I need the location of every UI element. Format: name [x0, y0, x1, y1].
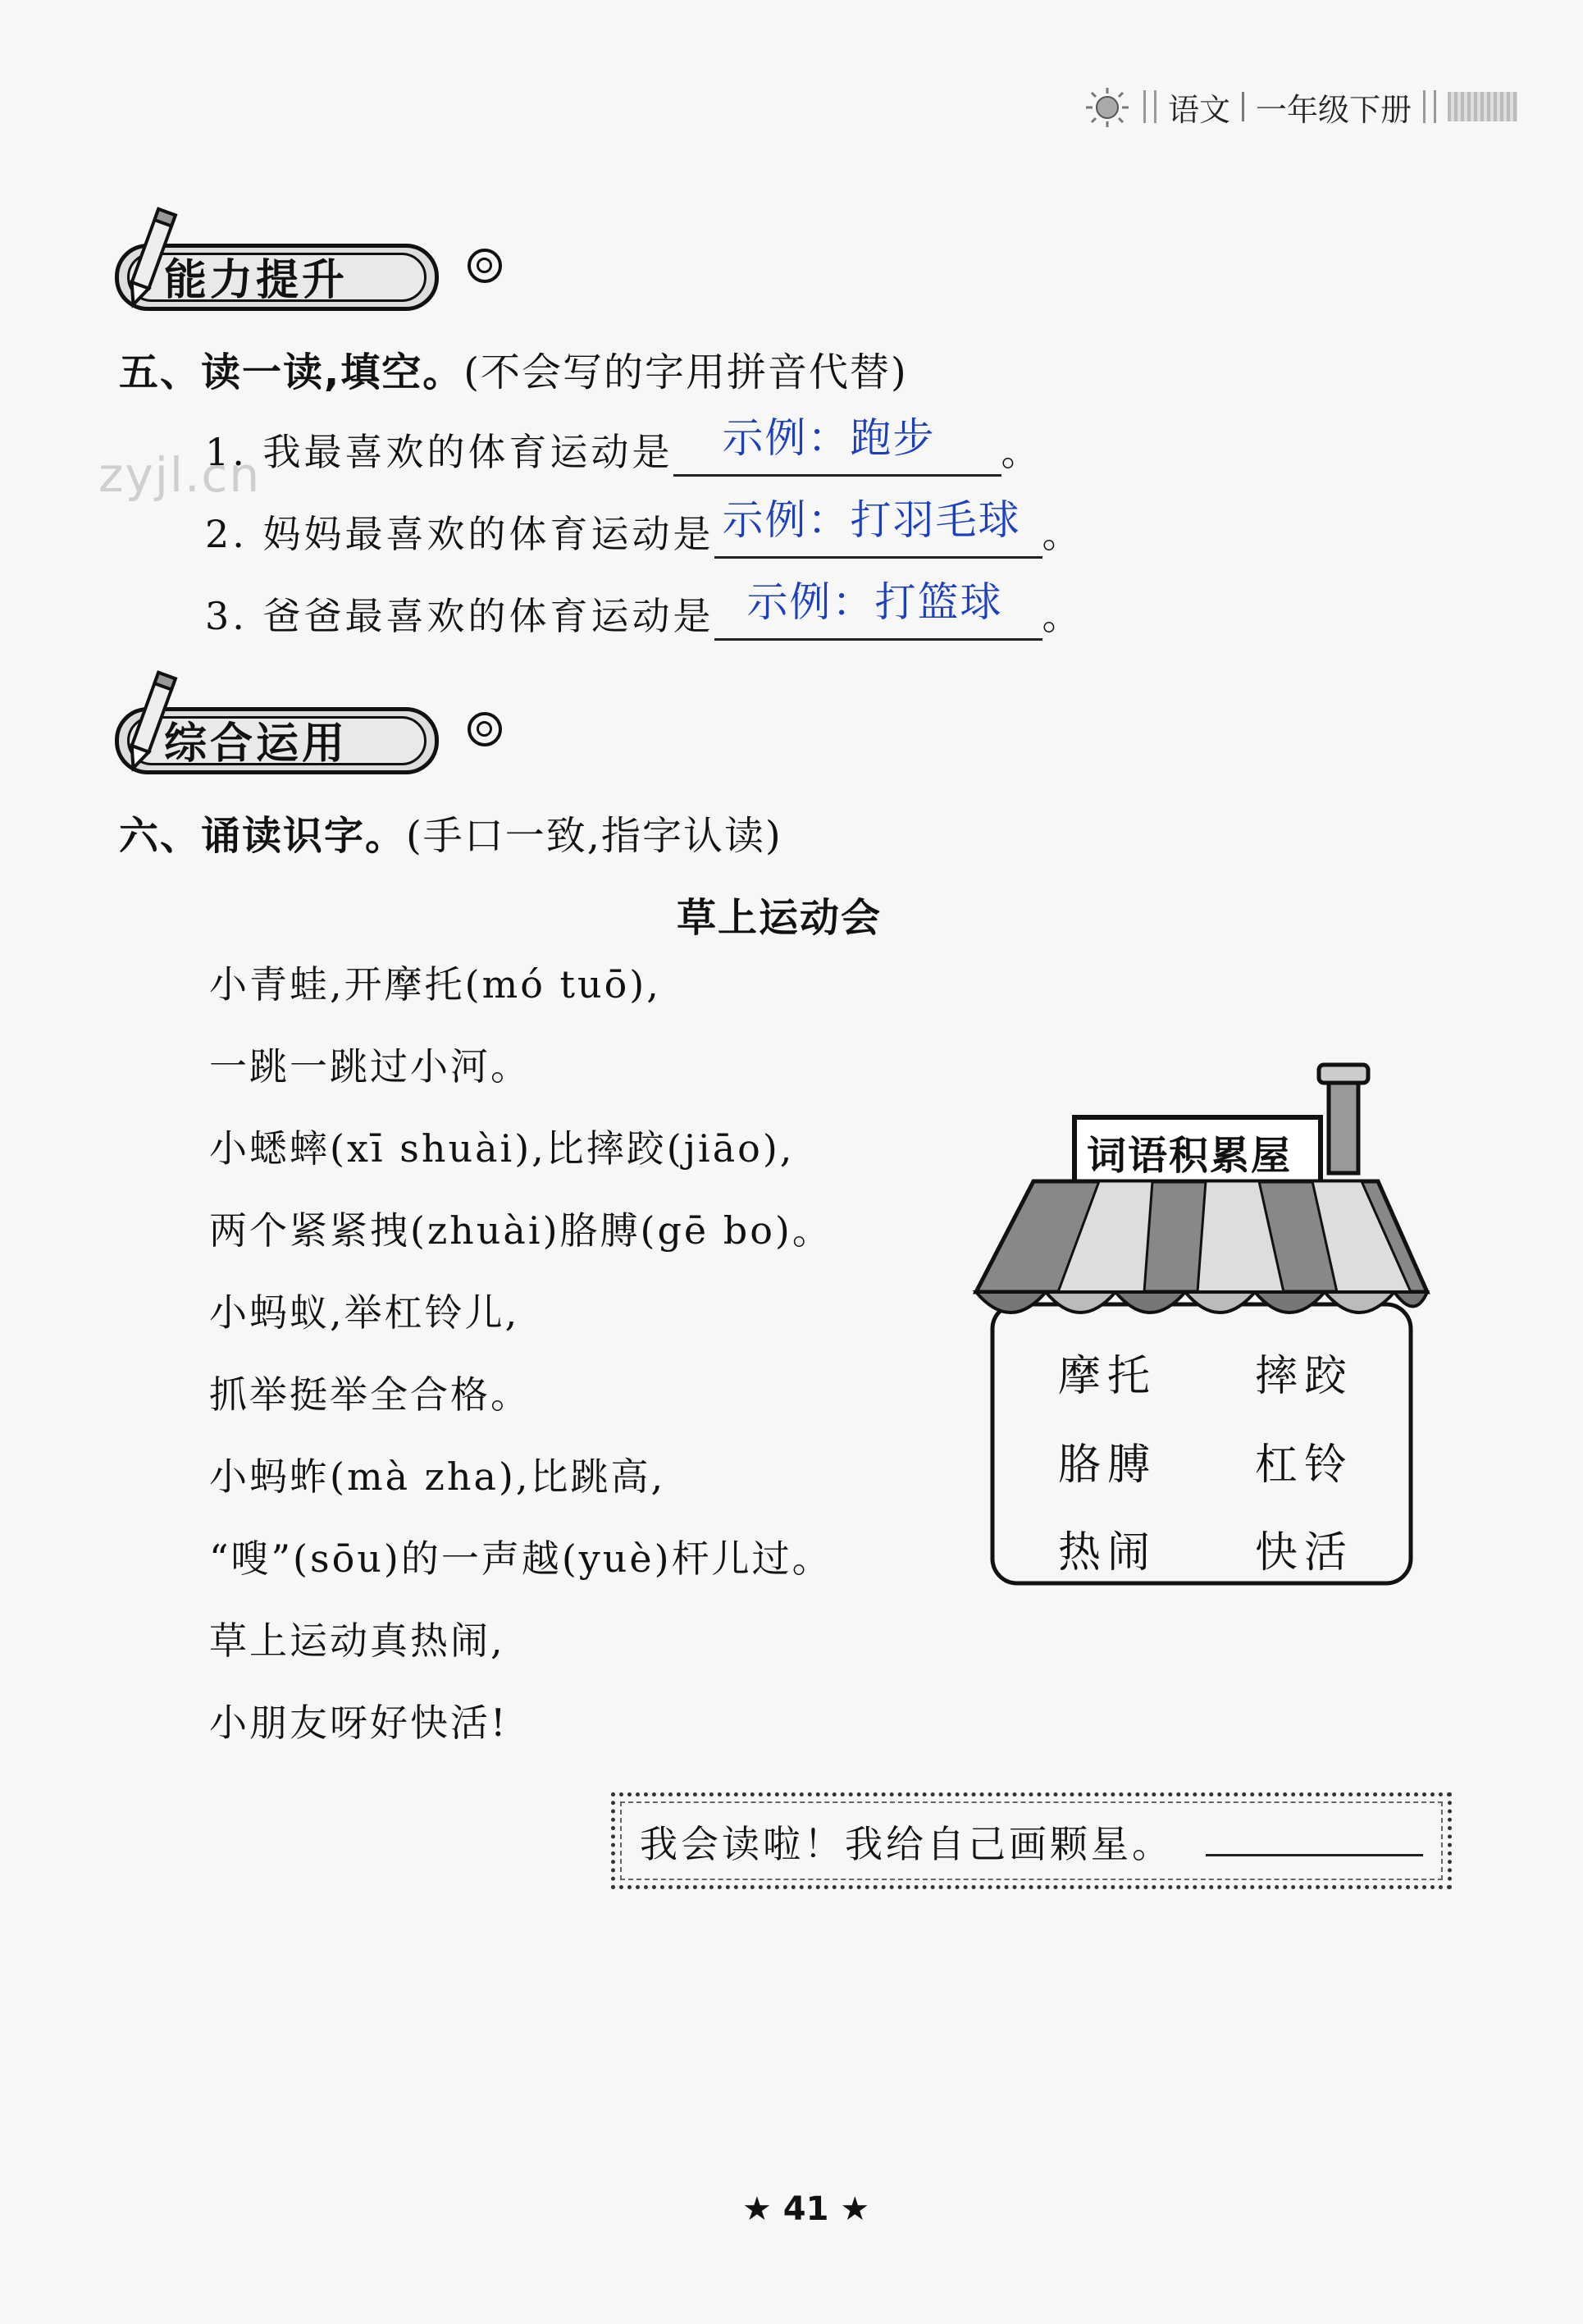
fill-item-3 — [205, 578, 1083, 641]
item-prompt: 3. 爸爸最喜欢的体育运动是 — [205, 594, 714, 638]
watermark: zyjl.cn — [98, 447, 262, 503]
divider — [1143, 90, 1156, 123]
word-item: 快活 — [1255, 1528, 1354, 1577]
answer-blank[interactable] — [714, 496, 1042, 559]
section-banner-application — [82, 697, 509, 771]
poem-line: “嗖”(sōu)的一声越(yuè)杆儿过。 — [209, 1536, 833, 1581]
question-text: 六、诵读识字。 — [119, 813, 407, 859]
star-icon: ★ — [742, 2190, 772, 2228]
word-item: 摩托 — [1058, 1352, 1157, 1401]
item-prompt: 1. 我最喜欢的体育运动是 — [205, 430, 673, 474]
word-house — [968, 1058, 1444, 1600]
poem-line: 小青蛙,开摩托(mó tuō), — [209, 962, 661, 1007]
poem-line: 小朋友呀好快活! — [209, 1701, 509, 1745]
question-5-title — [119, 340, 908, 397]
poem-line: 小蚂蚁,举杠铃儿, — [209, 1290, 520, 1335]
poem-line: 两个紧紧拽(zhuài)胳膊(gē bo)。 — [209, 1208, 833, 1253]
banner-title: 能力提升 — [164, 256, 349, 305]
page-number-value: 41 — [782, 2190, 829, 2228]
section-banner-ability — [82, 234, 509, 308]
poem-line: 抓举挺举全合格。 — [209, 1372, 531, 1417]
period: 。 — [1042, 594, 1083, 638]
answer-text: 示例：跑步 — [722, 414, 936, 462]
star-blank[interactable] — [1206, 1854, 1423, 1856]
divider — [1423, 90, 1436, 123]
period: 。 — [1001, 430, 1042, 474]
self-check-box — [611, 1792, 1452, 1889]
word-item: 热闹 — [1058, 1528, 1157, 1577]
question-hint: (不会写的字用拼音代替) — [463, 349, 908, 395]
fill-item-2 — [205, 496, 1083, 559]
poem-line: 一跳一跳过小河。 — [209, 1044, 531, 1089]
period: 。 — [1042, 512, 1083, 556]
sun-icon — [1083, 86, 1132, 127]
answer-blank[interactable] — [714, 578, 1042, 641]
answer-text: 示例：打羽毛球 — [722, 496, 1021, 544]
ring-icon — [468, 712, 502, 747]
question-6-title — [119, 804, 782, 861]
word-item: 杠铃 — [1255, 1441, 1354, 1490]
answer-blank[interactable] — [673, 414, 1001, 477]
grade-label: 一年级下册 — [1256, 91, 1412, 128]
fill-item-1 — [205, 414, 1042, 477]
poem-title: 草上运动会 — [677, 895, 883, 941]
subject-label: 语文 — [1168, 91, 1231, 128]
item-prompt: 2. 妈妈最喜欢的体育运动是 — [205, 512, 714, 556]
poem-line: 草上运动真热闹, — [209, 1619, 505, 1663]
question-text: 五、读一读,填空。 — [119, 349, 464, 395]
poem-line: 小蚂蚱(mà zha),比跳高, — [209, 1454, 666, 1499]
poem-line: 小蟋蟀(xī shuài),比摔跤(jiāo), — [209, 1126, 795, 1171]
divider — [1242, 92, 1244, 121]
self-check-text: 我会读啦！我给自己画颗星。 — [640, 1822, 1173, 1866]
banner-title: 综合运用 — [164, 719, 349, 769]
ring-icon — [468, 249, 502, 283]
word-item: 胳膊 — [1058, 1441, 1157, 1490]
answer-text: 示例：打篮球 — [746, 578, 1003, 626]
header-decoration — [1448, 92, 1517, 121]
house-sign: 词语积累屋 — [1087, 1133, 1293, 1179]
page-header — [1083, 82, 1517, 131]
question-hint: (手口一致,指字认读) — [406, 813, 782, 859]
page-number — [742, 2190, 869, 2228]
poem-body — [209, 943, 947, 1764]
word-item: 摔跤 — [1255, 1352, 1354, 1401]
star-icon: ★ — [840, 2190, 870, 2228]
